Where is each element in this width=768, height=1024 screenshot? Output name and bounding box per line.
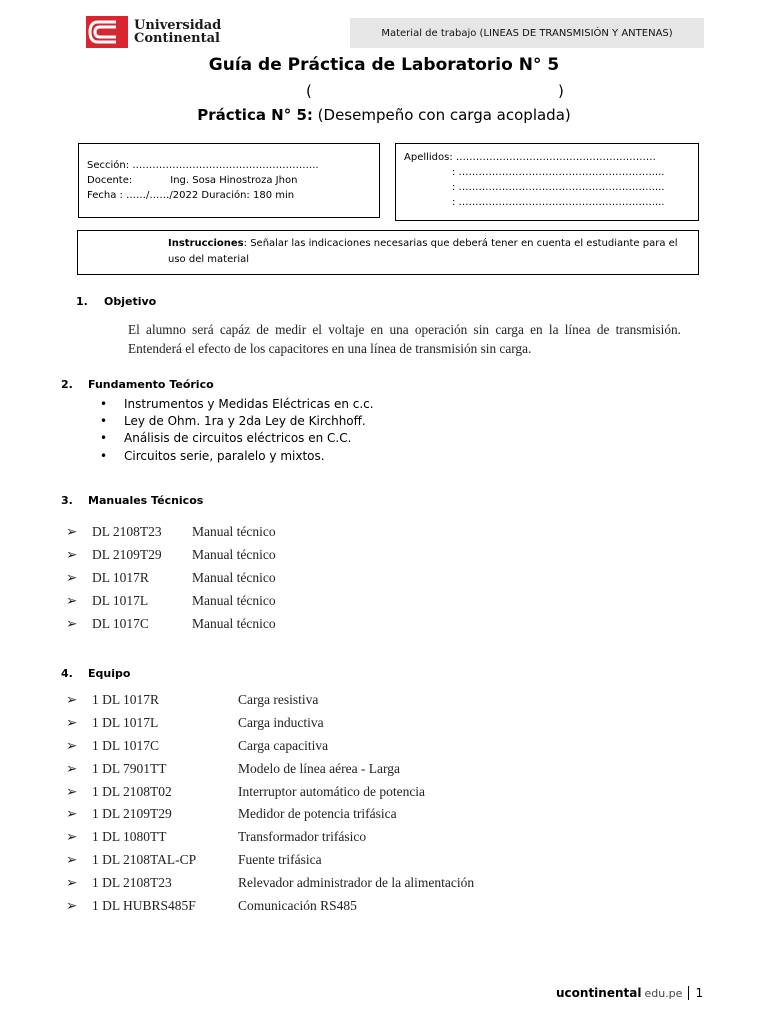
list-item: • Circuitos serie, paralelo y mixtos. — [100, 448, 374, 465]
section-1-title: Objetivo — [104, 295, 157, 308]
arrow-bullet-icon: ➢ — [66, 829, 78, 844]
arrow-bullet-icon: ➢ — [66, 738, 78, 753]
footer-brand: ucontinental — [556, 986, 642, 1000]
docente-value: Ing. Sosa Hinostroza Jhon — [170, 175, 298, 186]
instructions-label: Instrucciones — [168, 238, 244, 249]
page-number: 1 — [695, 986, 704, 1000]
arrow-bullet-icon: ➢ — [66, 898, 78, 913]
arrow-bullet-icon: ➢ — [66, 806, 78, 821]
info-box-left — [78, 143, 380, 218]
bullet-icon: • — [100, 431, 108, 446]
arrow-bullet-icon: ➢ — [66, 761, 78, 776]
subtitle-rest: (Desempeño con carga acoplada) — [312, 106, 571, 124]
blank-line-2: : …………………………………………………..... — [452, 167, 665, 178]
section-2-number: 2. — [61, 378, 73, 391]
list-item: ➢ DL 1017L Manual técnico — [66, 593, 276, 608]
arrow-bullet-icon: ➢ — [66, 593, 78, 608]
list-item: ➢ DL 2108T23 Manual técnico — [66, 524, 276, 539]
paren-open: ( — [306, 82, 312, 100]
arrow-bullet-icon: ➢ — [66, 852, 78, 867]
arrow-bullet-icon: ➢ — [66, 875, 78, 890]
list-item: ➢ 1 DL HUBRS485F Comunicación RS485 — [66, 898, 357, 913]
blank-line-4: : …………………………………………………..... — [452, 197, 665, 208]
list-item: ➢ 1 DL 7901TT Modelo de línea aérea - Larga — [66, 761, 401, 776]
section-3-number: 3. — [61, 494, 73, 507]
list-item: • Instrumentos y Medidas Eléctricas en c.c. — [100, 396, 374, 413]
logo-line1: Universidad — [134, 18, 222, 33]
bullet-icon: • — [100, 397, 108, 411]
docente-field — [87, 173, 379, 188]
footer-domain: edu.pe — [644, 986, 683, 1000]
list-item: ➢ DL 1017C Manual técnico — [66, 616, 276, 631]
list-item: ➢ 1 DL 1017L Carga inductiva — [66, 715, 324, 730]
header-material: Material de trabajo (LINEAS DE TRANSMISIÓN Y ANTENAS) — [350, 18, 704, 48]
instructions-box — [77, 230, 699, 275]
list-item: ➢ 1 DL 2108T02 Interruptor automático de potencia — [66, 784, 426, 799]
section-4-title: Equipo — [88, 667, 131, 680]
bullet-icon: • — [100, 448, 108, 463]
page-title: Guía de Práctica de Laboratorio N° 5 — [208, 55, 560, 75]
page-subtitle — [0, 106, 768, 124]
subtitle-bold: Práctica N° 5: — [197, 106, 313, 124]
footer-divider — [688, 986, 689, 1000]
list-item: ➢ 1 DL 1080TT Transformador trifásico — [66, 829, 367, 844]
logo-mark-icon — [86, 16, 128, 48]
blank-line-3: : …………………………………………………..... — [452, 182, 665, 193]
section-4-number: 4. — [61, 667, 73, 680]
list-item: • Análisis de circuitos eléctricos en C.C. — [100, 430, 374, 447]
arrow-bullet-icon: ➢ — [66, 616, 78, 631]
fecha-field: Fecha : ……/……/2022 Duración: 180 min — [87, 190, 295, 201]
list-item: ➢ 1 DL 2108T23 Relevador administrador de la alimentación — [66, 875, 475, 890]
info-box-right — [395, 143, 699, 221]
apellidos-field: Apellidos: …………………………………………………… — [404, 152, 656, 163]
section-2-title: Fundamento Teórico — [88, 378, 214, 391]
list-item: ➢ 1 DL 2108TAL-CP Fuente trifásica — [66, 852, 322, 867]
list-item: ➢ DL 2109T29 Manual técnico — [66, 547, 276, 562]
paren-close: ) — [558, 82, 564, 100]
arrow-bullet-icon: ➢ — [66, 784, 78, 799]
instructions-text: : Señalar las indicaciones necesarias que deberá tener en cuenta el estudiante para el uso del material — [168, 238, 678, 265]
list-item: ➢ 1 DL 2109T29 Medidor de potencia trifásica — [66, 806, 397, 821]
theory-list — [100, 396, 374, 465]
section-1-number: 1. — [76, 295, 88, 308]
list-item: ➢ 1 DL 1017R Carga resistiva — [66, 692, 319, 707]
docente-label: Docente: — [87, 175, 133, 186]
arrow-bullet-icon: ➢ — [66, 715, 78, 730]
arrow-bullet-icon: ➢ — [66, 570, 78, 585]
list-item: ➢ DL 1017R Manual técnico — [66, 570, 276, 585]
page-footer — [556, 986, 703, 1000]
section-3-title: Manuales Técnicos — [88, 494, 204, 507]
arrow-bullet-icon: ➢ — [66, 692, 78, 707]
logo-line2: Continental — [134, 31, 220, 46]
section-1-text: El alumno será capáz de medir el voltaje en una operación sin carga en la línea de transmisión. Entenderá el efecto de los capacitores en una línea de transmisión sin carga. — [128, 322, 681, 356]
list-item: • Ley de Ohm. 1ra y 2da Ley de Kirchhoff. — [100, 413, 374, 430]
university-logo — [86, 16, 221, 48]
list-item: ➢ 1 DL 1017C Carga capacitiva — [66, 738, 329, 753]
arrow-bullet-icon: ➢ — [66, 547, 78, 562]
arrow-bullet-icon: ➢ — [66, 524, 78, 539]
seccion-field: Sección: ……………………………………………….. — [87, 160, 319, 171]
bullet-icon: • — [100, 414, 108, 429]
